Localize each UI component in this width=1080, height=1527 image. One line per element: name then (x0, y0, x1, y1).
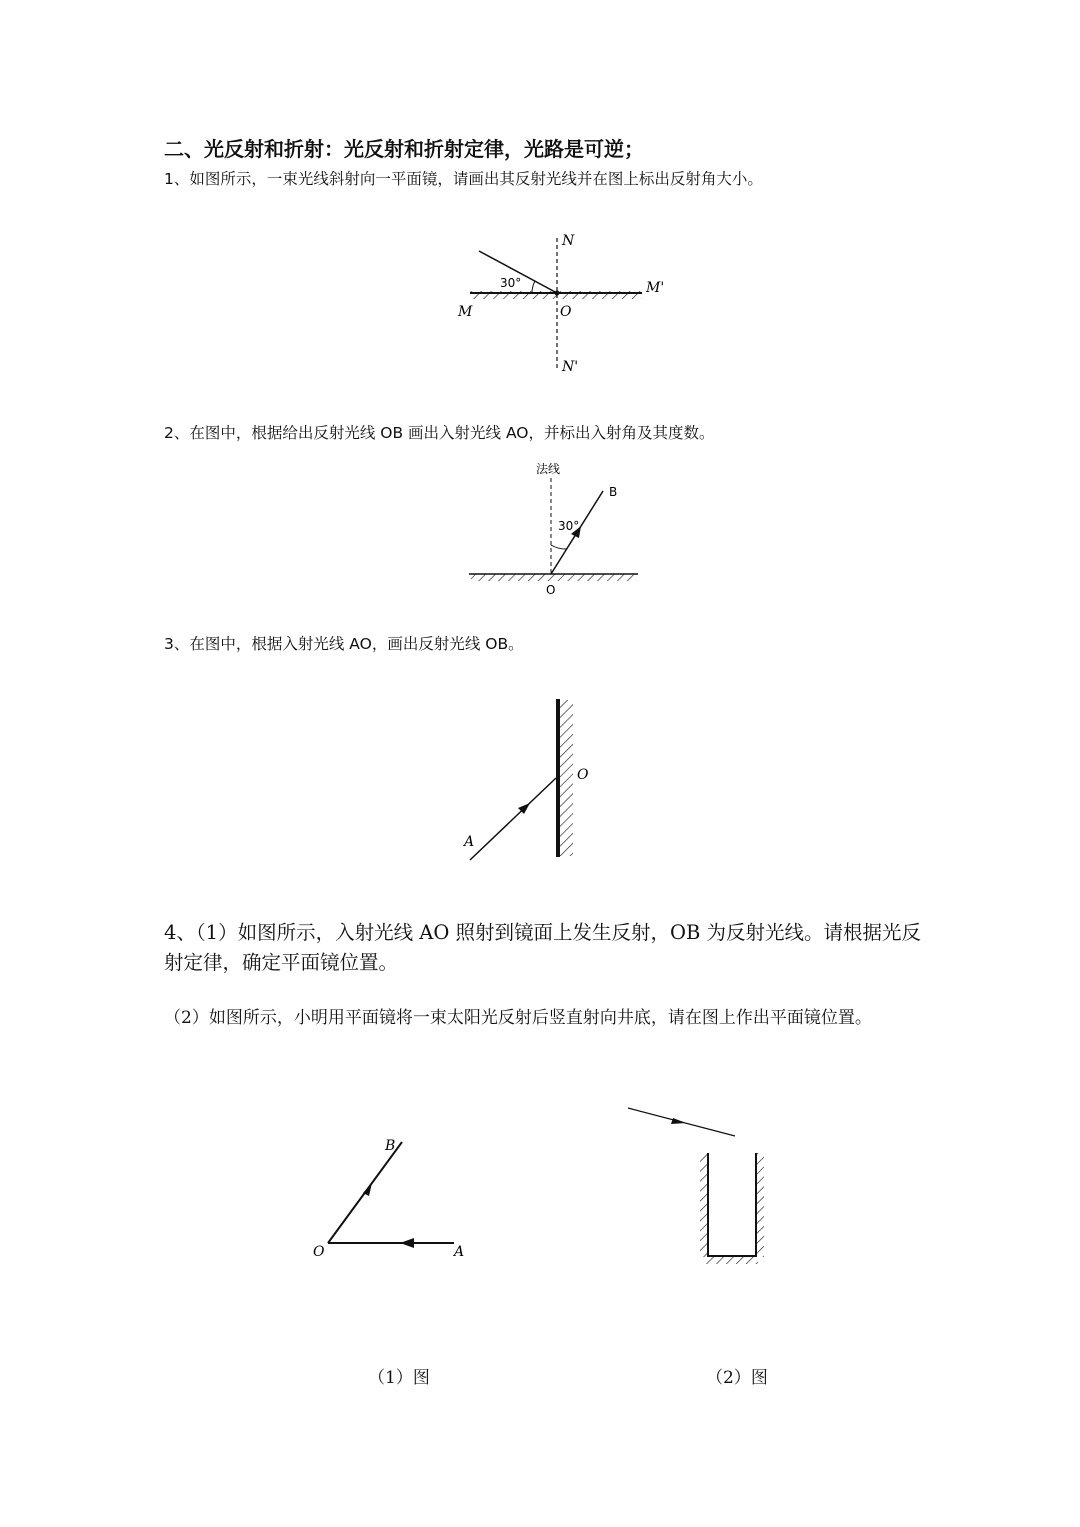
label-normal: 法线 (536, 462, 561, 476)
well-left-hatch (700, 1153, 708, 1257)
label-o: O (577, 767, 589, 783)
label-a: A (454, 1244, 465, 1260)
surface-hatch (471, 574, 637, 581)
label-b: B (385, 1138, 396, 1154)
figure-4-1 (313, 1138, 464, 1260)
label-o: O (313, 1244, 325, 1260)
question-1: 1、如图所示，一束光线斜射向一平面镜，请画出其反射光线并在图上标出反射角大小。 (164, 170, 763, 188)
label-angle: 30° (558, 519, 580, 533)
figure-2 (469, 461, 638, 597)
question-2: 2、在图中，根据给出反射光线 OB 画出入射光线 AO，并标出入射角及其度数。 (164, 424, 715, 442)
well-bottom-hatch (706, 1256, 758, 1264)
label-o: O (546, 583, 556, 597)
section-heading: 二、光反射和折射：光反射和折射定律，光路是可逆； (164, 137, 644, 161)
label-b: B (609, 485, 618, 499)
well-right-hatch (756, 1153, 764, 1257)
label-angle: 30° (500, 276, 522, 290)
label-m-prime: M' (646, 280, 665, 296)
figure-4-2 (628, 1108, 764, 1264)
figure-1 (457, 233, 664, 375)
label-o: O (560, 304, 572, 320)
well-walls (708, 1153, 756, 1256)
question-4-part-1: 4、（1）如图所示，入射光线 AO 照射到镜面上发生反射，OB 为反射光线。请根据光反射定律，确定平面镜位置。 (164, 921, 922, 974)
question-4-part-2: （2）如图所示，小明用平面镜将一束太阳光反射后竖直射向井底，请在图上作出平面镜位置。 (164, 1008, 872, 1028)
question-3: 3、在图中，根据入射光线 AO，画出反射光线 OB。 (164, 635, 524, 653)
ray-arrow (671, 1118, 686, 1124)
incident-ray (470, 778, 556, 860)
angle-arc (551, 545, 567, 549)
caption-figure-2: （2）图 (706, 1368, 768, 1388)
point-o (555, 291, 560, 296)
label-n-prime: N' (562, 359, 579, 375)
figure-3 (462, 699, 589, 860)
label-m: M (458, 304, 473, 320)
label-n: N (562, 233, 575, 249)
ray-arrow-ao (400, 1238, 414, 1248)
label-a: A (464, 834, 475, 850)
caption-figure-1: （1）图 (368, 1368, 430, 1388)
mirror-hatch (559, 700, 573, 856)
